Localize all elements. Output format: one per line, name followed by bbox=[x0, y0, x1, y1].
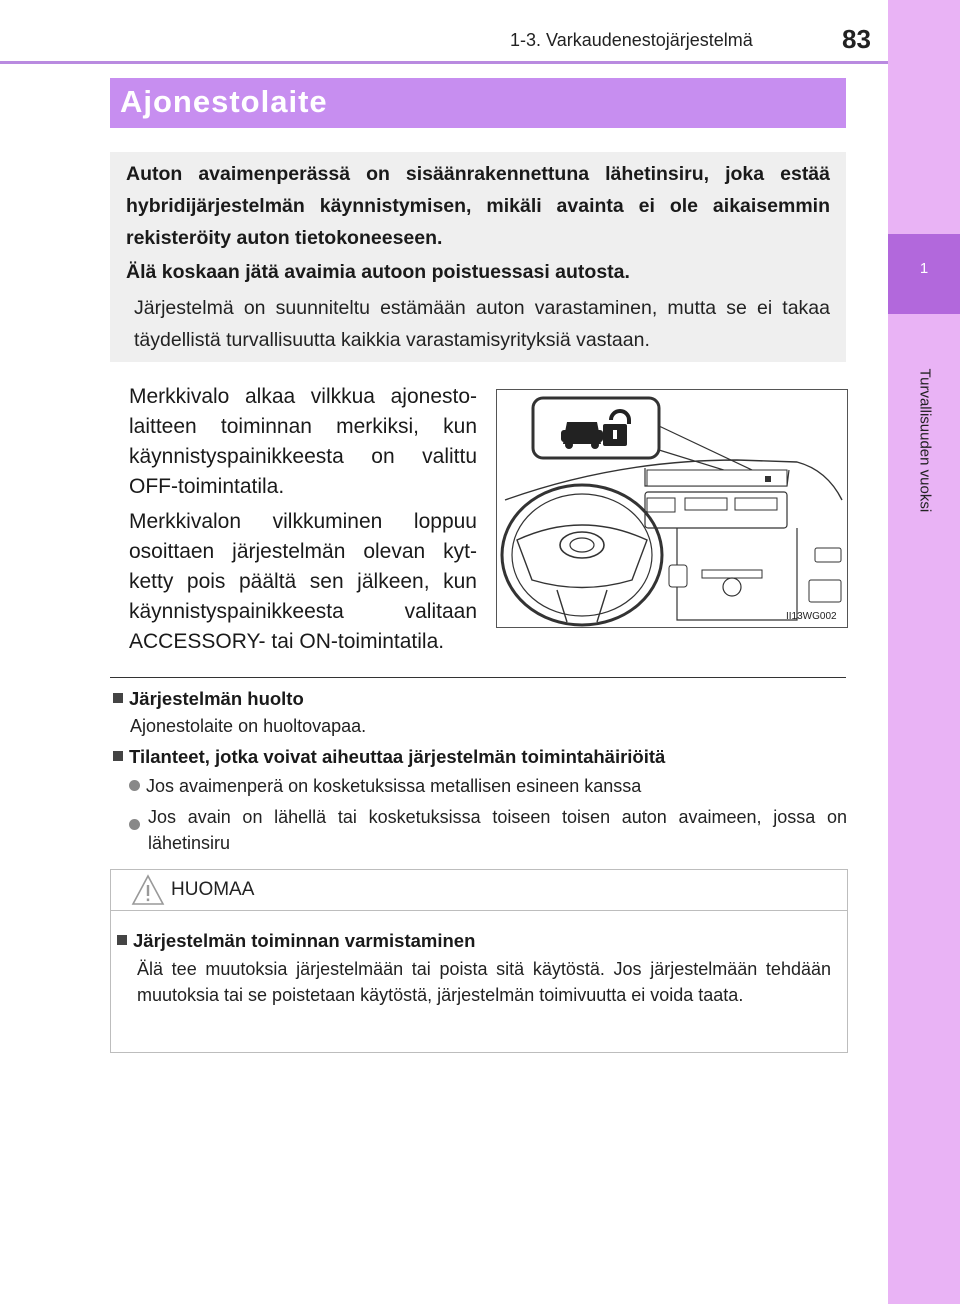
dashboard-illustration bbox=[496, 389, 848, 628]
intro-bold-text-1: Auton avaimenperässä on sisäänrakennettuna lähetinsiru, joka estää hybridijärjestelmän käynnistymisen, mikäli avainta ei ole aikaisemmin rekisteröity auton tietokoneeseen. bbox=[126, 163, 830, 249]
intro-bold-text-2: Älä koskaan jätä avaimia autoon poistuessasi autosta. bbox=[126, 261, 630, 283]
malfunction-bullet-2: Jos avain on lähellä tai kosketuksissa toiseen toisen auton avaimeen, jossa on lähetinsiru bbox=[129, 804, 847, 856]
dashboard-drawing bbox=[497, 390, 847, 627]
notice-box bbox=[110, 869, 848, 1053]
intro-normal-text: Järjestelmä on suunniteltu estämään auton varastaminen, mutta se ei takaa täydellistä turvallisuutta kaikkia varastamisyrityksiä vastaan. bbox=[134, 297, 830, 351]
intro-box bbox=[110, 152, 846, 362]
notice-heading: Järjestelmän toiminnan varmistaminen bbox=[117, 930, 475, 952]
round-bullet-icon bbox=[129, 780, 140, 791]
notice-header bbox=[111, 870, 847, 911]
malfunction-bullet-1: Jos avaimenperä on kosketuksissa metallisen esineen kanssa bbox=[129, 773, 847, 799]
notice-text: Älä tee muutoksia järjestelmään tai poista sitä käytöstä. Jos järjestelmään tehdään muutoksia tai se poistetaan käytöstä, järjestelmän toimivuutta ei voida taata. bbox=[137, 959, 831, 1005]
illustration-code: II13WG002 bbox=[786, 611, 837, 622]
page-number: 83 bbox=[842, 24, 871, 54]
square-bullet-icon bbox=[113, 693, 123, 703]
round-bullet-icon bbox=[129, 819, 140, 830]
header-rule bbox=[0, 61, 888, 64]
notice-label: HUOMAA bbox=[171, 879, 255, 900]
chapter-title-vertical: Turvallisuuden vuoksi bbox=[916, 368, 934, 513]
maintenance-text: Ajonestolaite on huoltovapaa. bbox=[130, 716, 367, 736]
section-heading-maintenance: Järjestelmän huolto bbox=[113, 688, 304, 710]
square-bullet-icon bbox=[117, 935, 127, 945]
chapter-number: 1 bbox=[919, 260, 929, 277]
warning-triangle-icon bbox=[131, 874, 165, 906]
body-paragraph-2: Merkkivalon vilkkuminen loppuu osoittaen järjestelmän olevan kyt-ketty pois päältä sen jälkeen, kun käynnistyspainikkeesta valitaan ACCESSORY- tai ON-toimintatila. bbox=[129, 510, 477, 653]
section-title: Ajonestolaite bbox=[120, 84, 328, 119]
running-header-section: 1-3. Varkaudenestojärjestelmä bbox=[510, 30, 753, 50]
indicator-light bbox=[765, 476, 771, 482]
chapter-side-tab bbox=[888, 0, 960, 1304]
body-paragraph-1: Merkkivalo alkaa vilkkua ajonesto-laitteen toiminnan merkiksi, kun käynnistyspainikkeesta on valittu OFF-toimintatila. bbox=[129, 385, 477, 498]
section-heading-malfunction: Tilanteet, jotka voivat aiheuttaa järjestelmän toimintahäiriöitä bbox=[113, 746, 665, 768]
separator-line bbox=[110, 677, 846, 678]
square-bullet-icon bbox=[113, 751, 123, 761]
chapter-number-tab bbox=[888, 234, 960, 314]
section-title-band bbox=[110, 78, 846, 128]
